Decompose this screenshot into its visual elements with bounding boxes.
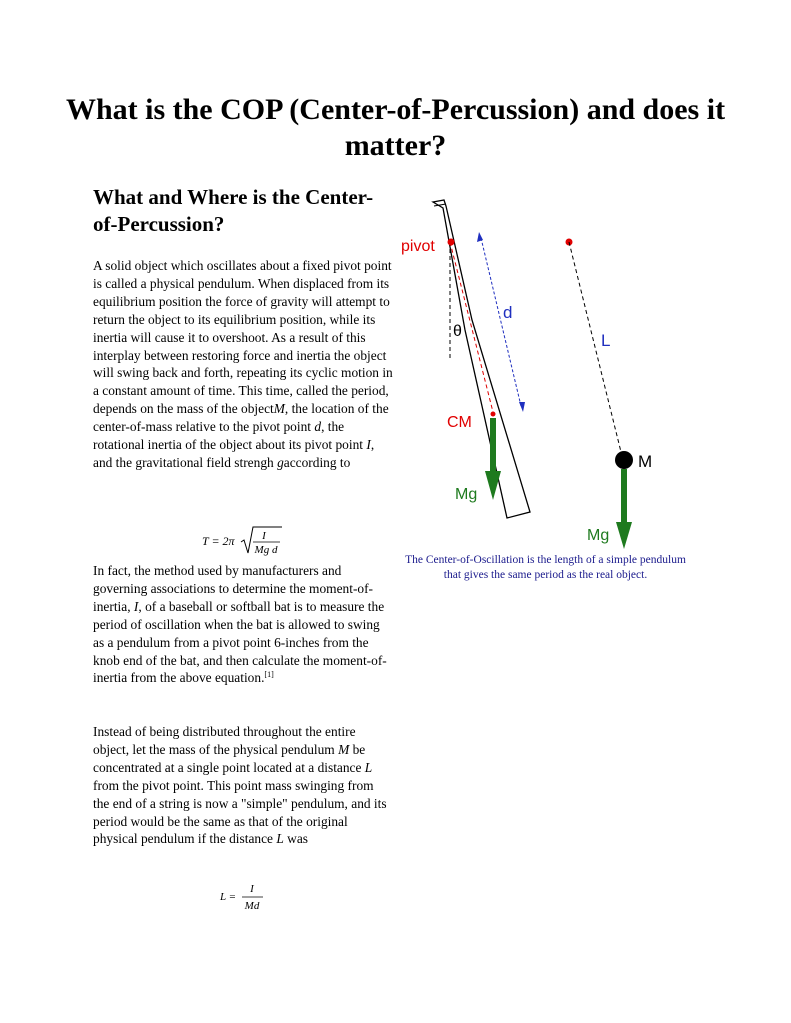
svg-text:T = 2π: T = 2π [202, 534, 235, 548]
bat-shape [433, 200, 530, 518]
mg-label-mass: Mg [587, 527, 610, 544]
page-title: What is the COP (Center-of-Percussion) and does it matter? [65, 93, 726, 162]
section-heading: What and Where is the Center-of-Percussion? [93, 185, 374, 236]
pendulum-diagram [395, 190, 695, 550]
length-formula [218, 880, 278, 914]
svg-text:I: I [262, 530, 266, 542]
cm-label: CM [447, 414, 472, 431]
svg-text:Md: Md [244, 900, 260, 912]
M-label: M [638, 452, 653, 471]
svg-text:I: I [250, 883, 254, 895]
gravity-arrow-mass [616, 469, 632, 549]
paragraph-physical-pendulum: A solid object which oscillates about a fixed pivot point is called a physical pendulum. When displaced from its equilibrium position the force of gravity will attempt to return the object to its equilibrium position, while its inertia will cause it to overshoot. As a result of this interplay between restoring force and inertia the object will swing back and forth, repeating its cyclic motion in a constant amount of time. This time, called the period, depends on the mass of the objectM, the location of the center-of-mass relative to the pivot point d, the rotational inertia of the object about its pivot point I, and the gravitational field strengh gaccording to [93, 258, 393, 470]
svg-text:L =: L = [220, 891, 237, 903]
mg-label-bat: Mg [455, 486, 478, 503]
cm-point [491, 412, 496, 417]
pivot-point [448, 239, 455, 246]
pendulum-string [569, 242, 623, 460]
period-formula [200, 523, 290, 557]
L-label: L [601, 331, 611, 350]
reference-link[interactable]: [1] [264, 670, 274, 680]
paragraph-measurement-method: In fact, the method used by manufacturers and governing associations to determine the moment-of-inertia, I, of a baseball or softball bat is to measure the period of oscillation when the bat is allowed to swing as a pendulum from a pivot point 6-inches from the knob end of the bat, and then calculate the moment-of-inertia from the above equation.[1] [93, 563, 387, 686]
point-mass [615, 451, 633, 469]
svg-text:Mg d: Mg d [254, 544, 278, 556]
d-label: d [503, 303, 513, 322]
paragraph-simple-pendulum: Instead of being distributed throughout the entire object, let the mass of the physical pendulum M be concentrated at a single point located at a distance L from the pivot point. This point mass swinging from the end of a string is now a "simple" pendulum, and its period would be the same as that of the original physical pendulum if the distance L was [93, 724, 387, 847]
figure-caption: The Center-of-Oscillation is the length of a simple pendulum that gives the same period as the real object. [405, 554, 686, 581]
pivot-label: pivot [401, 238, 435, 255]
theta-label: θ [453, 323, 462, 340]
